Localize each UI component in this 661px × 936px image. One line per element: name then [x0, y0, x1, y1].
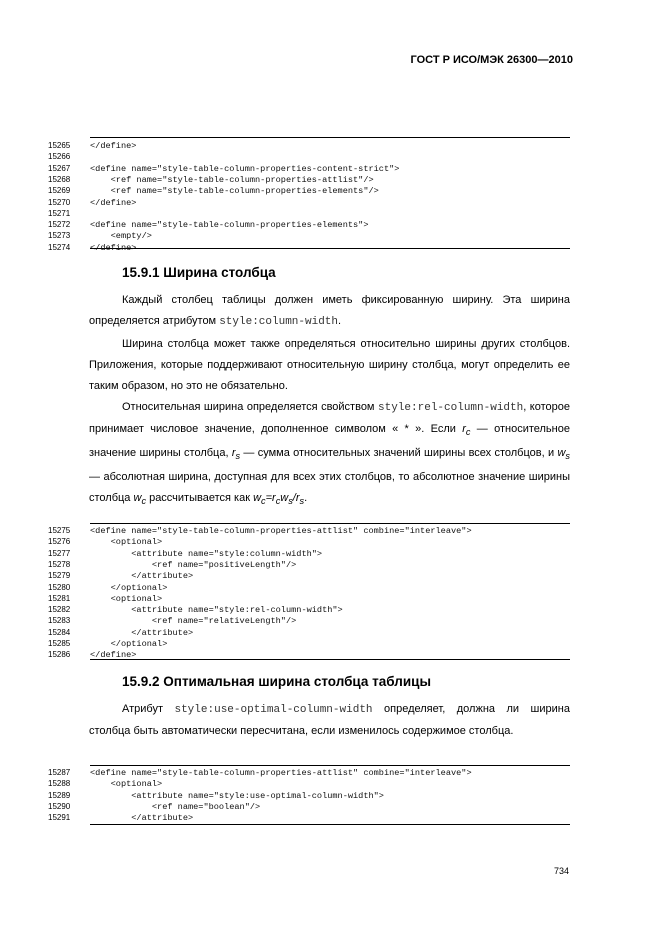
paragraph-text: — сумма относительных значений ширины всех столбцов, и [240, 447, 558, 460]
line-number: 15280 [48, 582, 71, 592]
line-number: 15272 [48, 220, 71, 230]
paragraph-text: . [304, 492, 308, 505]
paragraph-text: Относительная ширина определяется свойством [122, 401, 379, 413]
line-number: 15284 [48, 627, 71, 637]
paragraph-text: . [338, 315, 342, 327]
paragraph-text: определяет, должна ли ширина столбца быть автоматически пересчитана, если изменилось содержимое столбца. [89, 703, 570, 737]
math-var: $r_s$ [231, 447, 241, 462]
code-text: </define> [90, 650, 137, 661]
code-text: <define name="style-table-column-properties-attlist" combine="interleave"> [90, 526, 472, 536]
code-text: <empty/> [90, 231, 152, 242]
line-number: 15273 [48, 231, 71, 241]
paragraph-optimal-width [89, 699, 570, 742]
line-number: 15267 [48, 163, 71, 173]
code-text: </optional> [90, 639, 168, 649]
line-number: 15277 [48, 548, 71, 558]
code-text: <define name="style-table-column-properties-elements"> [90, 220, 369, 231]
line-number: 15287 [48, 768, 71, 777]
code-text: <optional> [90, 537, 163, 548]
math-var: $w_s$ [557, 447, 570, 462]
code-text: <optional> [90, 593, 163, 604]
paragraph-text: — абсолютная ширина, доступная для всех этих столбцов, то абсолютное значение ширины столбца [89, 471, 570, 505]
line-number: 15278 [48, 559, 71, 569]
code-text: </attribute> [90, 627, 194, 638]
section-heading-column-width: 15.9.1 Ширина столбца [122, 265, 276, 280]
line-number: 15283 [48, 616, 71, 626]
code-text: <ref name="style-table-column-properties-attlist"/> [90, 174, 374, 185]
code-text: <ref name="relativeLength"/> [90, 616, 297, 627]
page-number: 734 [554, 866, 570, 876]
code-block-bottom-rule [90, 659, 570, 660]
code-text: </define> [90, 242, 137, 253]
paragraph-rel-column-width [89, 397, 570, 513]
inline-code: style:rel-column-width [378, 402, 524, 414]
math-var: $r_c$ [462, 423, 471, 438]
paragraph-fixed-width [89, 290, 570, 333]
paragraph-relative-width [89, 334, 570, 397]
code-text: <define name="style-table-column-properties-content-strict"> [90, 163, 400, 174]
line-number: 15269 [48, 186, 71, 196]
line-number: 15290 [48, 801, 71, 811]
paragraph-text: рассчитывается как [146, 492, 254, 505]
code-block-bottom-rule [90, 248, 570, 249]
line-number: 15286 [48, 650, 71, 660]
line-number: 15274 [48, 242, 71, 252]
line-number: 15282 [48, 605, 71, 615]
line-number: 15289 [48, 790, 71, 800]
code-block-top-rule [90, 137, 570, 138]
line-number: 15266 [48, 152, 71, 162]
code-text: <optional> [90, 779, 163, 790]
paragraph-text: Каждый столбец таблицы должен иметь фиксированную ширину. Эта ширина определяется атрибутом [89, 294, 570, 327]
line-number: 15265 [48, 141, 71, 150]
code-block-top-rule [90, 523, 570, 524]
line-number: 15271 [48, 208, 71, 218]
code-text: <attribute name="style:column-width"> [90, 548, 323, 559]
line-number: 15291 [48, 813, 71, 823]
code-text: </attribute> [90, 571, 194, 582]
section-heading-optimal-width: 15.9.2 Оптимальная ширина столбца таблицы [122, 674, 431, 689]
paragraph-text: — относительное значение ширины столбца, [89, 423, 570, 460]
paragraph-text: Атрибут [122, 703, 175, 715]
code-block-top-rule [90, 765, 570, 766]
code-text: <attribute name="style:rel-column-width"> [90, 605, 343, 616]
inline-code: style:use-optimal-column-width [174, 704, 373, 716]
line-number: 15270 [48, 197, 71, 207]
document-header: ГОСТ Р ИСО/МЭК 26300—2010 [410, 54, 573, 66]
inline-code: style:column-width [219, 316, 339, 328]
formula: $w_c=r_cw_s/r_s$ [253, 492, 305, 507]
code-text: </define> [90, 197, 137, 208]
math-var: $w_c$ [133, 492, 147, 507]
code-text: </attribute> [90, 813, 194, 824]
line-number: 15288 [48, 779, 71, 789]
code-text: <ref name="style-table-column-properties-elements"/> [90, 186, 379, 197]
code-text: <ref name="positiveLength"/> [90, 559, 297, 570]
line-number: 15276 [48, 537, 71, 547]
line-number: 15285 [48, 639, 71, 648]
line-number: 15281 [48, 593, 71, 603]
line-number: 15275 [48, 526, 71, 535]
paragraph-text: Ширина столбца может также определяться относительно ширины других столбцов. Приложения, которые поддерживают относительную ширину столбца, могут определить ее таким образом, но это не обязательно. [89, 338, 570, 392]
code-text: </define> [90, 141, 137, 151]
code-text: <define name="style-table-column-properties-attlist" combine="interleave"> [90, 768, 472, 778]
code-text: </optional> [90, 582, 168, 593]
code-text: <attribute name="style:use-optimal-column-width"> [90, 790, 384, 801]
paragraph-text: , которое принимает числовое значение, дополненное символом « * ». Если [89, 401, 571, 435]
line-number: 15279 [48, 571, 71, 581]
code-text: <ref name="boolean"/> [90, 801, 261, 812]
line-number: 15268 [48, 174, 71, 184]
